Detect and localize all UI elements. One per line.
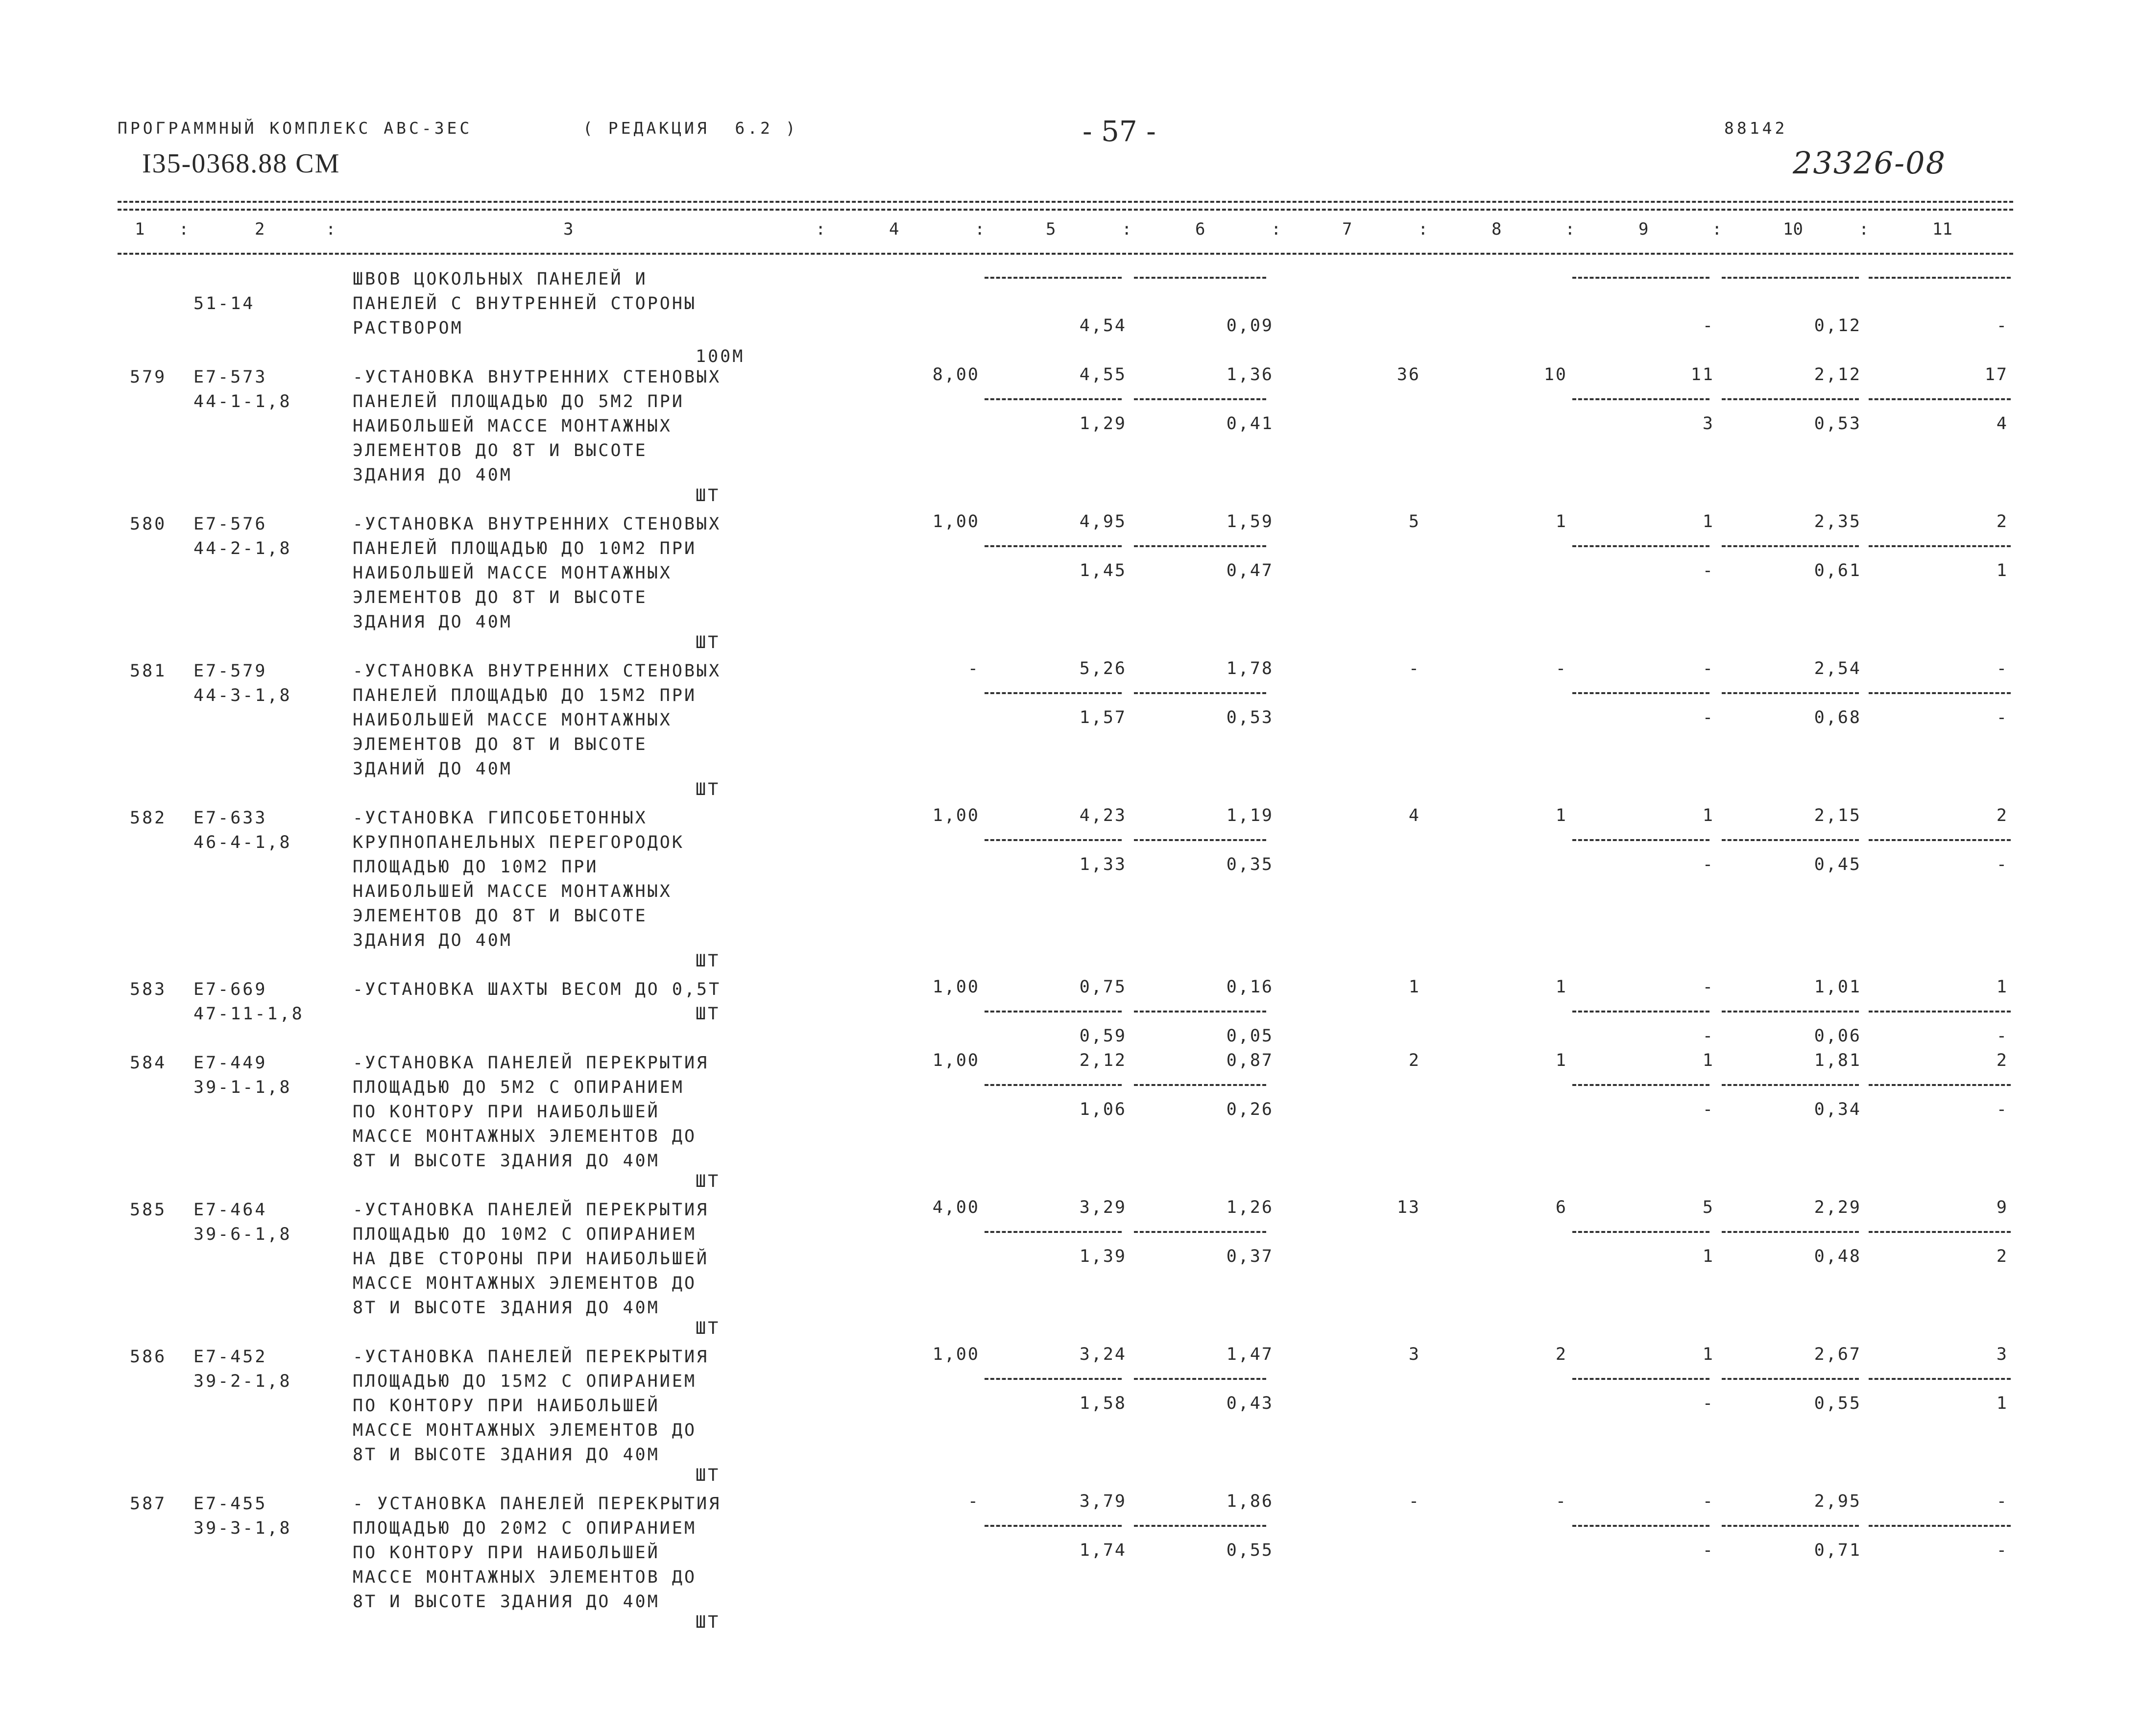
column-header: 7 <box>1342 219 1352 239</box>
dashed-divider <box>985 839 1122 841</box>
work-description: ПАНЕЛЕЙ С ВНУТРЕННЕЙ СТОРОНЫ <box>353 294 697 313</box>
col6-value: 1,78 <box>1226 659 1274 678</box>
work-description: ПО КОНТОРУ ПРИ НАИБОЛЬШЕЙ <box>353 1396 660 1416</box>
col7-value: 5 <box>1408 512 1420 531</box>
work-description: ЗДАНИЯ ДО 40М <box>353 612 512 632</box>
norm-code-index: 44-2-1,8 <box>193 539 292 558</box>
col9-value: 5 <box>1702 1198 1714 1217</box>
column-header: 9 <box>1638 219 1649 239</box>
row-number: 579 <box>130 367 167 387</box>
dashed-divider <box>1722 1231 1859 1233</box>
dashed-divider <box>985 692 1122 694</box>
col8-value: 1 <box>1555 806 1567 825</box>
document-id: I35-0368.88 СМ <box>142 148 340 179</box>
norm-code: Е7-455 <box>193 1494 267 1514</box>
col9-value: 1 <box>1702 512 1714 531</box>
col8-value: - <box>1555 659 1567 678</box>
dashed-divider <box>1869 545 2011 547</box>
row-number: 580 <box>130 514 167 534</box>
col9-subvalue: 3 <box>1702 414 1714 434</box>
handwritten-number: 23326-08 <box>1793 145 1947 181</box>
col6-subvalue: 0,47 <box>1226 561 1274 580</box>
col9-value: 11 <box>1690 365 1714 385</box>
col8-value: 1 <box>1555 1051 1567 1070</box>
col6-value: 0,16 <box>1226 977 1274 997</box>
dashed-divider <box>1869 1231 2011 1233</box>
col6-value: 1,36 <box>1226 365 1274 385</box>
col11-subvalue: 2 <box>1996 1247 2008 1266</box>
col5-value: 4,55 <box>1079 365 1127 385</box>
col9-subvalue: - <box>1702 1100 1714 1119</box>
column-header: 4 <box>889 219 899 239</box>
work-description: 8Т И ВЫСОТЕ ЗДАНИЯ ДО 40М <box>353 1445 660 1465</box>
header-bottom-rule <box>118 253 2013 255</box>
norm-code-index: 51-14 <box>193 294 255 313</box>
col6-subvalue: 0,37 <box>1226 1247 1274 1266</box>
work-description: ПО КОНТОРУ ПРИ НАИБОЛЬШЕЙ <box>353 1102 660 1122</box>
col5-value: 3,29 <box>1079 1198 1127 1217</box>
dashed-divider <box>985 1084 1122 1086</box>
col8-value: 1 <box>1555 977 1567 997</box>
col9-subvalue: - <box>1702 1541 1714 1560</box>
edition-label: ( РЕДАКЦИЯ 6.2 ) <box>583 119 798 138</box>
column-header: 1 <box>135 219 145 239</box>
dashed-divider <box>1572 1231 1709 1233</box>
dashed-divider <box>985 1525 1122 1527</box>
top-rule-2 <box>118 209 2013 211</box>
dashed-divider <box>1134 398 1266 400</box>
unit-label: ШТ <box>696 951 721 971</box>
work-description: ПО КОНТОРУ ПРИ НАИБОЛЬШЕЙ <box>353 1543 660 1563</box>
work-description: НАИБОЛЬШЕЙ МАССЕ МОНТАЖНЫХ <box>353 882 672 901</box>
dashed-divider <box>985 1011 1122 1013</box>
col4-quantity: 1,00 <box>932 806 980 825</box>
col5-subvalue: 1,33 <box>1079 855 1127 874</box>
col5-subvalue: 1,39 <box>1079 1247 1127 1266</box>
work-description: -УСТАНОВКА ГИПСОБЕТОННЫХ <box>353 808 648 828</box>
dashed-divider <box>1572 1084 1709 1086</box>
col4-quantity: - <box>967 659 980 678</box>
col10-value: 2,29 <box>1814 1198 1861 1217</box>
col4-quantity: 1,00 <box>932 977 980 997</box>
col8-value: 10 <box>1543 365 1567 385</box>
work-description: -УСТАНОВКА ВНУТРЕННИХ СТЕНОВЫХ <box>353 514 722 534</box>
col9-subvalue: 1 <box>1702 1247 1714 1266</box>
col9-subvalue: - <box>1702 1026 1714 1046</box>
work-description: МАССЕ МОНТАЖНЫХ ЭЛЕМЕНТОВ ДО <box>353 1274 697 1293</box>
column-header: 3 <box>563 219 574 239</box>
col9-value: - <box>1702 977 1714 997</box>
col7-value: 2 <box>1408 1051 1420 1070</box>
dashed-divider <box>1572 398 1709 400</box>
col5-subvalue: 4,54 <box>1079 316 1127 336</box>
dashed-divider <box>1572 692 1709 694</box>
work-description: 8Т И ВЫСОТЕ ЗДАНИЯ ДО 40М <box>353 1151 660 1171</box>
work-description: ПАНЕЛЕЙ ПЛОЩАДЬЮ ДО 5М2 ПРИ <box>353 392 684 411</box>
norm-code-index: 47-11-1,8 <box>193 1004 304 1024</box>
dashed-divider <box>1572 1525 1709 1527</box>
col6-value: 1,26 <box>1226 1198 1274 1217</box>
unit-label: ШТ <box>696 486 721 506</box>
dashed-divider <box>985 277 1122 279</box>
work-description: НА ДВЕ СТОРОНЫ ПРИ НАИБОЛЬШЕЙ <box>353 1249 709 1269</box>
row-number: 582 <box>130 808 167 828</box>
column-header: 5 <box>1046 219 1056 239</box>
unit-label: ШТ <box>696 1172 721 1191</box>
dashed-divider <box>1869 1011 2011 1013</box>
col7-value: - <box>1408 659 1420 678</box>
work-description: ПЛОЩАДЬЮ ДО 10М2 ПРИ <box>353 857 599 877</box>
work-description: 8Т И ВЫСОТЕ ЗДАНИЯ ДО 40М <box>353 1298 660 1318</box>
col4-quantity: - <box>967 1492 980 1511</box>
work-description: ПЛОЩАДЬЮ ДО 15М2 С ОПИРАНИЕМ <box>353 1372 697 1391</box>
work-description: ПАНЕЛЕЙ ПЛОЩАДЬЮ ДО 10М2 ПРИ <box>353 539 697 558</box>
dashed-divider <box>1134 1084 1266 1086</box>
col4-quantity: 8,00 <box>932 365 980 385</box>
col11-value: 2 <box>1996 806 2008 825</box>
col10-subvalue: 0,48 <box>1814 1247 1861 1266</box>
col6-value: 1,59 <box>1226 512 1274 531</box>
col10-subvalue: 0,45 <box>1814 855 1861 874</box>
col10-subvalue: 0,53 <box>1814 414 1861 434</box>
col6-value: 1,86 <box>1226 1492 1274 1511</box>
col6-subvalue: 0,09 <box>1226 316 1274 336</box>
row-number: 586 <box>130 1347 167 1367</box>
unit-label: ШТ <box>696 1004 721 1024</box>
col9-subvalue: - <box>1702 316 1714 336</box>
col11-value: 9 <box>1996 1198 2008 1217</box>
col10-value: 1,01 <box>1814 977 1861 997</box>
dashed-divider <box>1134 1525 1266 1527</box>
row-number: 587 <box>130 1494 167 1514</box>
dashed-divider <box>1134 545 1266 547</box>
col6-value: 1,47 <box>1226 1345 1274 1364</box>
work-description: РАСТВОРОМ <box>353 318 463 338</box>
col6-value: 1,19 <box>1226 806 1274 825</box>
work-description: ЭЛЕМЕНТОВ ДО 8Т И ВЫСОТЕ <box>353 735 648 754</box>
col4-quantity: 1,00 <box>932 1345 980 1364</box>
column-header: 6 <box>1195 219 1205 239</box>
dashed-divider <box>1572 277 1709 279</box>
unit-label: ШТ <box>696 1466 721 1485</box>
work-description: -УСТАНОВКА ШАХТЫ ВЕСОМ ДО 0,5Т <box>353 980 722 999</box>
col7-value: 4 <box>1408 806 1420 825</box>
work-description: НАИБОЛЬШЕЙ МАССЕ МОНТАЖНЫХ <box>353 416 672 436</box>
col11-subvalue: 1 <box>1996 1394 2008 1413</box>
col11-subvalue: - <box>1996 1100 2008 1119</box>
dashed-divider <box>1572 839 1709 841</box>
col11-subvalue: - <box>1996 855 2008 874</box>
dashed-divider <box>1572 545 1709 547</box>
col10-subvalue: 0,68 <box>1814 708 1861 727</box>
col11-subvalue: 1 <box>1996 561 2008 580</box>
unit-label: ШТ <box>696 633 721 652</box>
col10-subvalue: 0,71 <box>1814 1541 1861 1560</box>
col5-subvalue: 1,06 <box>1079 1100 1127 1119</box>
dashed-divider <box>1722 545 1859 547</box>
work-description: НАИБОЛЬШЕЙ МАССЕ МОНТАЖНЫХ <box>353 563 672 583</box>
work-description: ПЛОЩАДЬЮ ДО 10М2 С ОПИРАНИЕМ <box>353 1225 697 1244</box>
page-number: - 57 - <box>1083 115 1156 148</box>
col10-value: 2,54 <box>1814 659 1861 678</box>
dashed-divider <box>1722 277 1859 279</box>
norm-code-index: 39-3-1,8 <box>193 1519 292 1538</box>
dashed-divider <box>985 1231 1122 1233</box>
col11-value: - <box>1996 1492 2008 1511</box>
dashed-divider <box>1869 1525 2011 1527</box>
dashed-divider <box>1722 1525 1859 1527</box>
dashed-divider <box>1869 692 2011 694</box>
unit-label: ШТ <box>696 780 721 799</box>
col9-value: 1 <box>1702 1345 1714 1364</box>
norm-code: Е7-452 <box>193 1347 267 1367</box>
col10-value: 2,95 <box>1814 1492 1861 1511</box>
norm-code-index: 44-1-1,8 <box>193 392 292 411</box>
work-description: -УСТАНОВКА ВНУТРЕННИХ СТЕНОВЫХ <box>353 661 722 681</box>
col9-subvalue: - <box>1702 708 1714 727</box>
norm-code: Е7-579 <box>193 661 267 681</box>
column-header: 8 <box>1491 219 1502 239</box>
norm-code: Е7-573 <box>193 367 267 387</box>
col10-value: 2,15 <box>1814 806 1861 825</box>
col10-value: 2,67 <box>1814 1345 1861 1364</box>
col10-value: 2,35 <box>1814 512 1861 531</box>
col6-subvalue: 0,41 <box>1226 414 1274 434</box>
col6-subvalue: 0,53 <box>1226 708 1274 727</box>
col11-value: 1 <box>1996 977 2008 997</box>
dashed-divider <box>1722 692 1859 694</box>
dashed-divider <box>985 398 1122 400</box>
program-title: ПРОГРАММНЫЙ КОМПЛЕКС АВС-ЗЕС <box>118 119 473 138</box>
work-description: 8Т И ВЫСОТЕ ЗДАНИЯ ДО 40М <box>353 1592 660 1612</box>
col5-value: 3,24 <box>1079 1345 1127 1364</box>
col11-value: 17 <box>1984 365 2008 385</box>
col11-subvalue: - <box>1996 316 2008 336</box>
work-description: ЭЛЕМЕНТОВ ДО 8Т И ВЫСОТЕ <box>353 588 648 607</box>
col5-value: 3,79 <box>1079 1492 1127 1511</box>
col9-value: 1 <box>1702 806 1714 825</box>
dashed-divider <box>1572 1378 1709 1380</box>
norm-code: Е7-464 <box>193 1200 267 1220</box>
top-rule <box>118 201 2013 203</box>
col5-subvalue: 1,45 <box>1079 561 1127 580</box>
work-description: ЗДАНИЯ ДО 40М <box>353 931 512 950</box>
work-description: ЗДАНИЙ ДО 40М <box>353 759 512 779</box>
work-description: ЭЛЕМЕНТОВ ДО 8Т И ВЫСОТЕ <box>353 441 648 460</box>
col5-subvalue: 0,59 <box>1079 1026 1127 1046</box>
col7-value: 3 <box>1408 1345 1420 1364</box>
dashed-divider <box>1134 1231 1266 1233</box>
col9-subvalue: - <box>1702 561 1714 580</box>
col9-value: 1 <box>1702 1051 1714 1070</box>
norm-code-index: 46-4-1,8 <box>193 833 292 852</box>
col6-value: 0,87 <box>1226 1051 1274 1070</box>
work-description: ПАНЕЛЕЙ ПЛОЩАДЬЮ ДО 15М2 ПРИ <box>353 686 697 705</box>
col5-subvalue: 1,74 <box>1079 1541 1127 1560</box>
dashed-divider <box>1722 1378 1859 1380</box>
col4-quantity: 1,00 <box>932 512 980 531</box>
norm-code: Е7-576 <box>193 514 267 534</box>
work-description: МАССЕ МОНТАЖНЫХ ЭЛЕМЕНТОВ ДО <box>353 1127 697 1146</box>
col6-subvalue: 0,55 <box>1226 1541 1274 1560</box>
dashed-divider <box>1869 839 2011 841</box>
col11-value: 3 <box>1996 1345 2008 1364</box>
dashed-divider <box>1722 839 1859 841</box>
col10-subvalue: 0,34 <box>1814 1100 1861 1119</box>
dashed-divider <box>1869 398 2011 400</box>
col8-value: 6 <box>1555 1198 1567 1217</box>
norm-code: Е7-633 <box>193 808 267 828</box>
dashed-divider <box>1134 1378 1266 1380</box>
col5-value: 0,75 <box>1079 977 1127 997</box>
work-description: ШВОВ ЦОКОЛЬНЫХ ПАНЕЛЕЙ И <box>353 269 648 289</box>
col7-value: 1 <box>1408 977 1420 997</box>
dashed-divider <box>1722 1084 1859 1086</box>
col10-subvalue: 0,55 <box>1814 1394 1861 1413</box>
work-description: -УСТАНОВКА ПАНЕЛЕЙ ПЕРЕКРЫТИЯ <box>353 1347 709 1367</box>
work-description: -УСТАНОВКА ВНУТРЕННИХ СТЕНОВЫХ <box>353 367 722 387</box>
dashed-divider <box>1722 1011 1859 1013</box>
norm-code-index: 44-3-1,8 <box>193 686 292 705</box>
row-number: 585 <box>130 1200 167 1220</box>
norm-code-index: 39-2-1,8 <box>193 1372 292 1391</box>
col6-subvalue: 0,26 <box>1226 1100 1274 1119</box>
dashed-divider <box>1869 277 2011 279</box>
row-number: 581 <box>130 661 167 681</box>
work-description: МАССЕ МОНТАЖНЫХ ЭЛЕМЕНТОВ ДО <box>353 1567 697 1587</box>
col9-value: - <box>1702 659 1714 678</box>
col9-subvalue: - <box>1702 1394 1714 1413</box>
work-description: - УСТАНОВКА ПАНЕЛЕЙ ПЕРЕКРЫТИЯ <box>353 1494 722 1514</box>
col4-quantity: 4,00 <box>932 1198 980 1217</box>
unit-label: ШТ <box>696 1613 721 1632</box>
row-number: 584 <box>130 1053 167 1073</box>
norm-code-index: 39-1-1,8 <box>193 1078 292 1097</box>
dashed-divider <box>1869 1378 2011 1380</box>
document-code: 88142 <box>1724 119 1788 138</box>
col11-value: 2 <box>1996 1051 2008 1070</box>
col7-value: 36 <box>1396 365 1420 385</box>
dashed-divider <box>985 1378 1122 1380</box>
col11-subvalue: - <box>1996 708 2008 727</box>
dashed-divider <box>985 545 1122 547</box>
col10-value: 1,81 <box>1814 1051 1861 1070</box>
col5-value: 2,12 <box>1079 1051 1127 1070</box>
col11-value: 2 <box>1996 512 2008 531</box>
col5-value: 4,95 <box>1079 512 1127 531</box>
unit-label: ШТ <box>696 1319 721 1338</box>
dashed-divider <box>1572 1011 1709 1013</box>
col6-subvalue: 0,05 <box>1226 1026 1274 1046</box>
col9-subvalue: - <box>1702 855 1714 874</box>
col11-subvalue: - <box>1996 1541 2008 1560</box>
dashed-divider <box>1869 1084 2011 1086</box>
col8-value: - <box>1555 1492 1567 1511</box>
norm-code: Е7-669 <box>193 980 267 999</box>
col5-subvalue: 1,29 <box>1079 414 1127 434</box>
work-description: ПЛОЩАДЬЮ ДО 5М2 С ОПИРАНИЕМ <box>353 1078 684 1097</box>
row-number: 583 <box>130 980 167 999</box>
col4-quantity: 1,00 <box>932 1051 980 1070</box>
work-description: КРУПНОПАНЕЛЬНЫХ ПЕРЕГОРОДОК <box>353 833 684 852</box>
dashed-divider <box>1134 692 1266 694</box>
work-description: ПЛОЩАДЬЮ ДО 20М2 С ОПИРАНИЕМ <box>353 1519 697 1538</box>
work-description: -УСТАНОВКА ПАНЕЛЕЙ ПЕРЕКРЫТИЯ <box>353 1053 709 1073</box>
col9-value: - <box>1702 1492 1714 1511</box>
column-header: 2 <box>255 219 265 239</box>
col8-value: 1 <box>1555 512 1567 531</box>
norm-code: Е7-449 <box>193 1053 267 1073</box>
col10-value: 2,12 <box>1814 365 1861 385</box>
dashed-divider <box>1134 277 1266 279</box>
col8-value: 2 <box>1555 1345 1567 1364</box>
col5-value: 4,23 <box>1079 806 1127 825</box>
col6-subvalue: 0,35 <box>1226 855 1274 874</box>
norm-code-index: 39-6-1,8 <box>193 1225 292 1244</box>
col5-subvalue: 1,57 <box>1079 708 1127 727</box>
dashed-divider <box>1722 398 1859 400</box>
col11-subvalue: 4 <box>1996 414 2008 434</box>
col7-value: - <box>1408 1492 1420 1511</box>
column-header: 11 <box>1932 219 1952 239</box>
dashed-divider <box>1134 1011 1266 1013</box>
col11-subvalue: - <box>1996 1026 2008 1046</box>
col5-subvalue: 1,58 <box>1079 1394 1127 1413</box>
col10-subvalue: 0,12 <box>1814 316 1861 336</box>
col10-subvalue: 0,06 <box>1814 1026 1861 1046</box>
work-description: ЗДАНИЯ ДО 40М <box>353 465 512 485</box>
col7-value: 13 <box>1396 1198 1420 1217</box>
col5-value: 5,26 <box>1079 659 1127 678</box>
work-description: -УСТАНОВКА ПАНЕЛЕЙ ПЕРЕКРЫТИЯ <box>353 1200 709 1220</box>
col6-subvalue: 0,43 <box>1226 1394 1274 1413</box>
col11-value: - <box>1996 659 2008 678</box>
unit-label: 100М <box>696 347 745 366</box>
work-description: ЭЛЕМЕНТОВ ДО 8Т И ВЫСОТЕ <box>353 906 648 926</box>
dashed-divider <box>1134 839 1266 841</box>
col10-subvalue: 0,61 <box>1814 561 1861 580</box>
work-description: МАССЕ МОНТАЖНЫХ ЭЛЕМЕНТОВ ДО <box>353 1421 697 1440</box>
work-description: НАИБОЛЬШЕЙ МАССЕ МОНТАЖНЫХ <box>353 710 672 730</box>
column-header: 10 <box>1783 219 1803 239</box>
